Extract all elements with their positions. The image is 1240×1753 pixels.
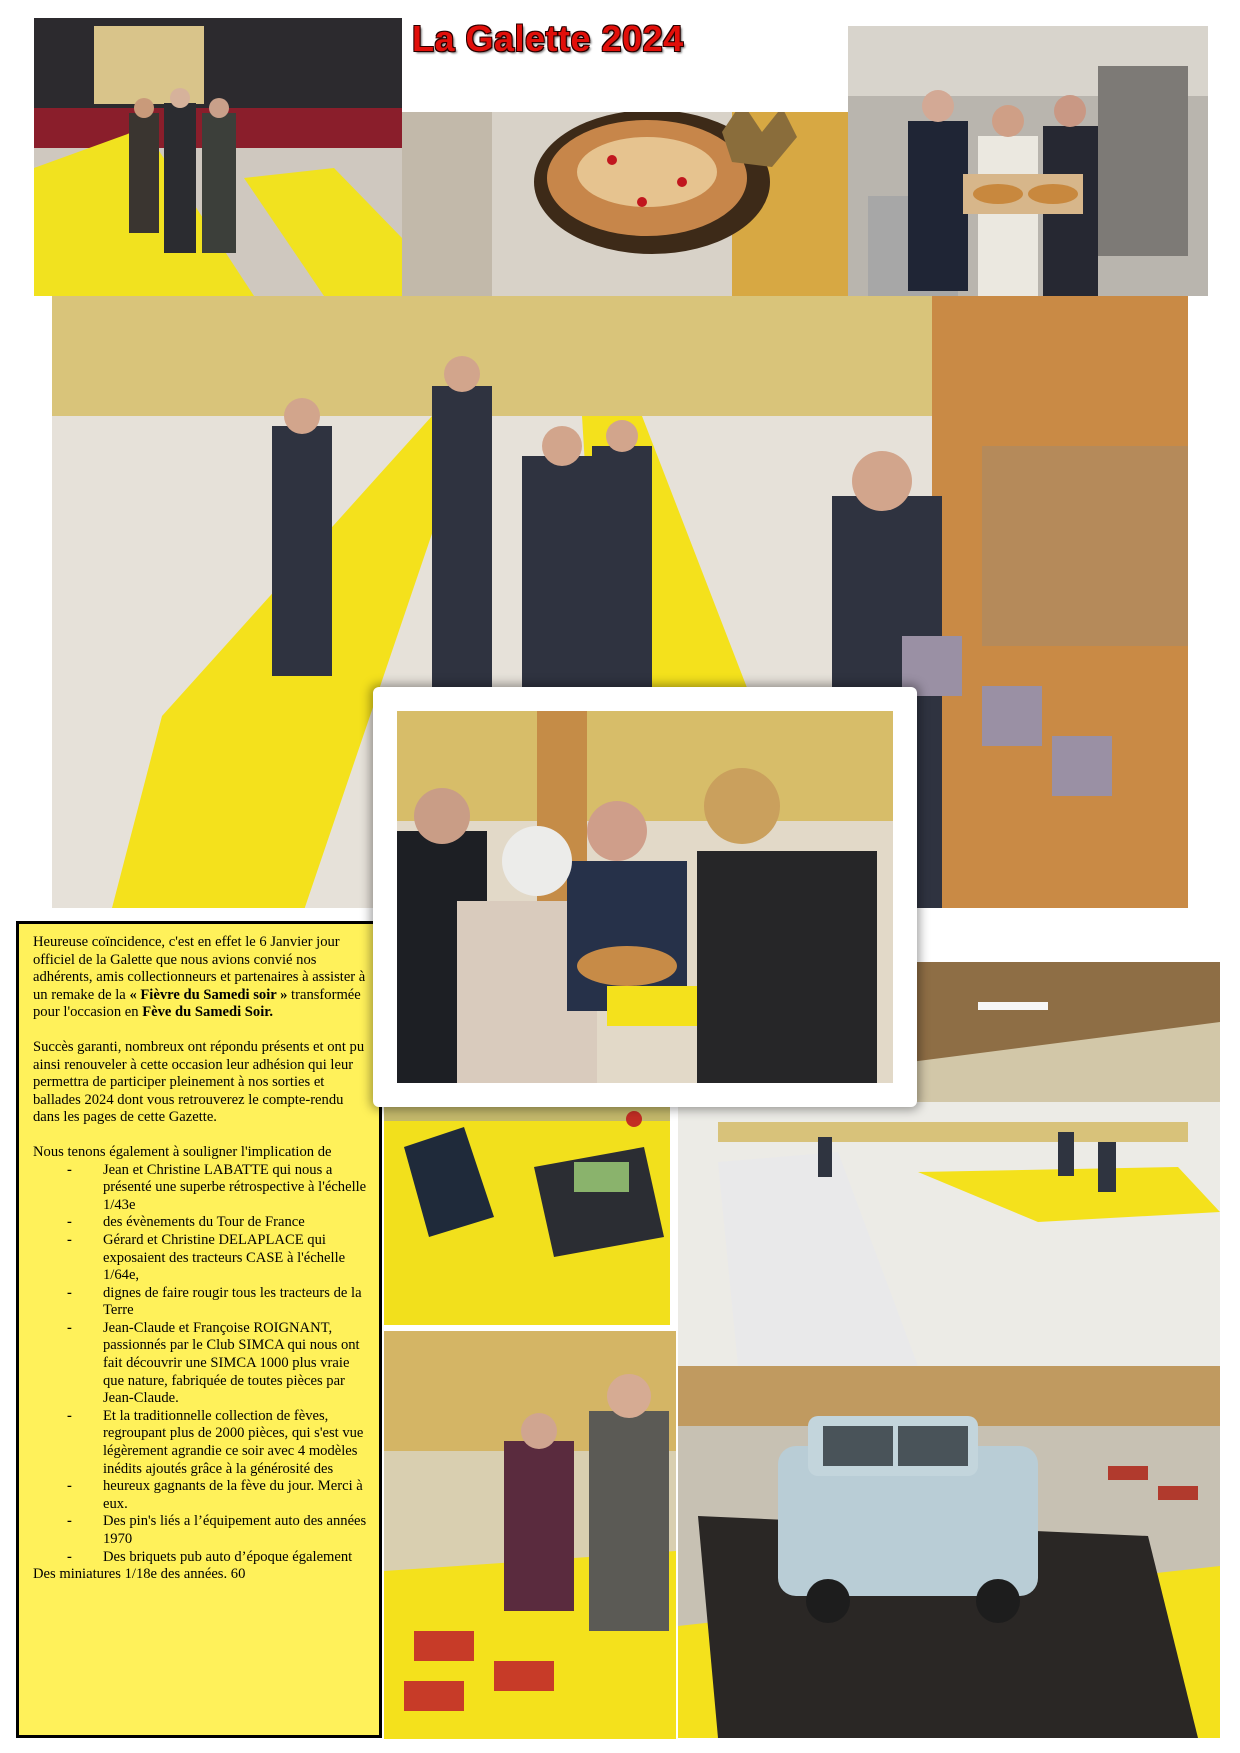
photo-display-boards [384,1107,670,1325]
list-item: - Des pin's liés a l’équipement auto des années 1970 [67,1513,367,1547]
list-item: - dignes de faire rougir tous les tracteurs de la Terre [67,1284,362,1319]
list-item: - Gérard et Christine DELAPLACE qui exposaient des tracteurs CASE à l'échelle 1/64e, [67,1231,346,1284]
list-item: - Jean et Christine LABATTE qui nous a présenté une superbe rétrospective à l'échelle 1/43e [67,1161,367,1213]
list-item: - des évènements du Tour de France [67,1214,305,1231]
photo-kitchen-galettes [848,26,1208,296]
list-item: - Et la traditionnelle collection de fèves, regroupant plus de 2000 pièces, qui s'est vue légèrement agrandie ce soir avec 4 modèles inédits ajoutés grâce à la générosité des [67,1407,364,1477]
list-item: - Des briquets pub auto d’époque également [67,1548,353,1565]
bullet-dash-icon: - [67,1478,72,1495]
bullet-dash-icon: - [67,1284,72,1301]
photo-simca-1000-model [678,1366,1220,1738]
bullet-dash-icon: - [67,1214,72,1231]
intro-paragraph: Heureuse coïncidence, c'est en effet le 6 Janvier jour officiel de la Galette que nous avions convié nos adhérents, amis collectionneurs et partenaires à assister à un remake de la « Fièvre du Samedi soir » transformée pour l'occasion en Fève du Samedi Soir. [33,934,366,1021]
page-title: La Galette 2024 [412,18,684,59]
photo-couple-at-table [384,1331,676,1739]
bullet-dash-icon: - [67,1319,72,1336]
list-item: - heureux gagnants de la fève du jour. Merci à eux. [67,1478,363,1512]
bullet-dash-icon: - [67,1231,72,1248]
text-box [16,921,382,1738]
photo-sharing-galette [397,711,893,1083]
closing-line: Des miniatures 1/18e des années. 60 [33,1566,246,1583]
bullet-dash-icon: - [67,1407,72,1424]
acknowledgement-list [33,1162,369,1567]
photo-frame [373,687,917,1107]
photo-exhibition-hall-guests [34,18,402,296]
photo-galette-crown [402,112,848,296]
bullet-dash-icon: - [67,1548,72,1565]
bullet-dash-icon: - [67,1161,72,1178]
acknowledgement-intro: Nous tenons également à souligner l'implication de [33,1143,332,1160]
success-paragraph: Succès garanti, nombreux ont répondu présents et ont pu ainsi renouveler à cette occasion leur adhésion qui leur permettra de participer pleinement à nos sorties et ballades 2024 dont vous retrouverez le compte-rendu dans les pages de cette Gazette. [33,1038,365,1126]
bullet-dash-icon: - [67,1513,72,1530]
list-item: - Jean-Claude et Françoise ROIGNANT, passionnés par le Club SIMCA qui nous ont fait découvrir une SIMCA 1000 plus vraie que nature, fabriquée de toutes pièces par Jean-Claude. [67,1319,360,1407]
